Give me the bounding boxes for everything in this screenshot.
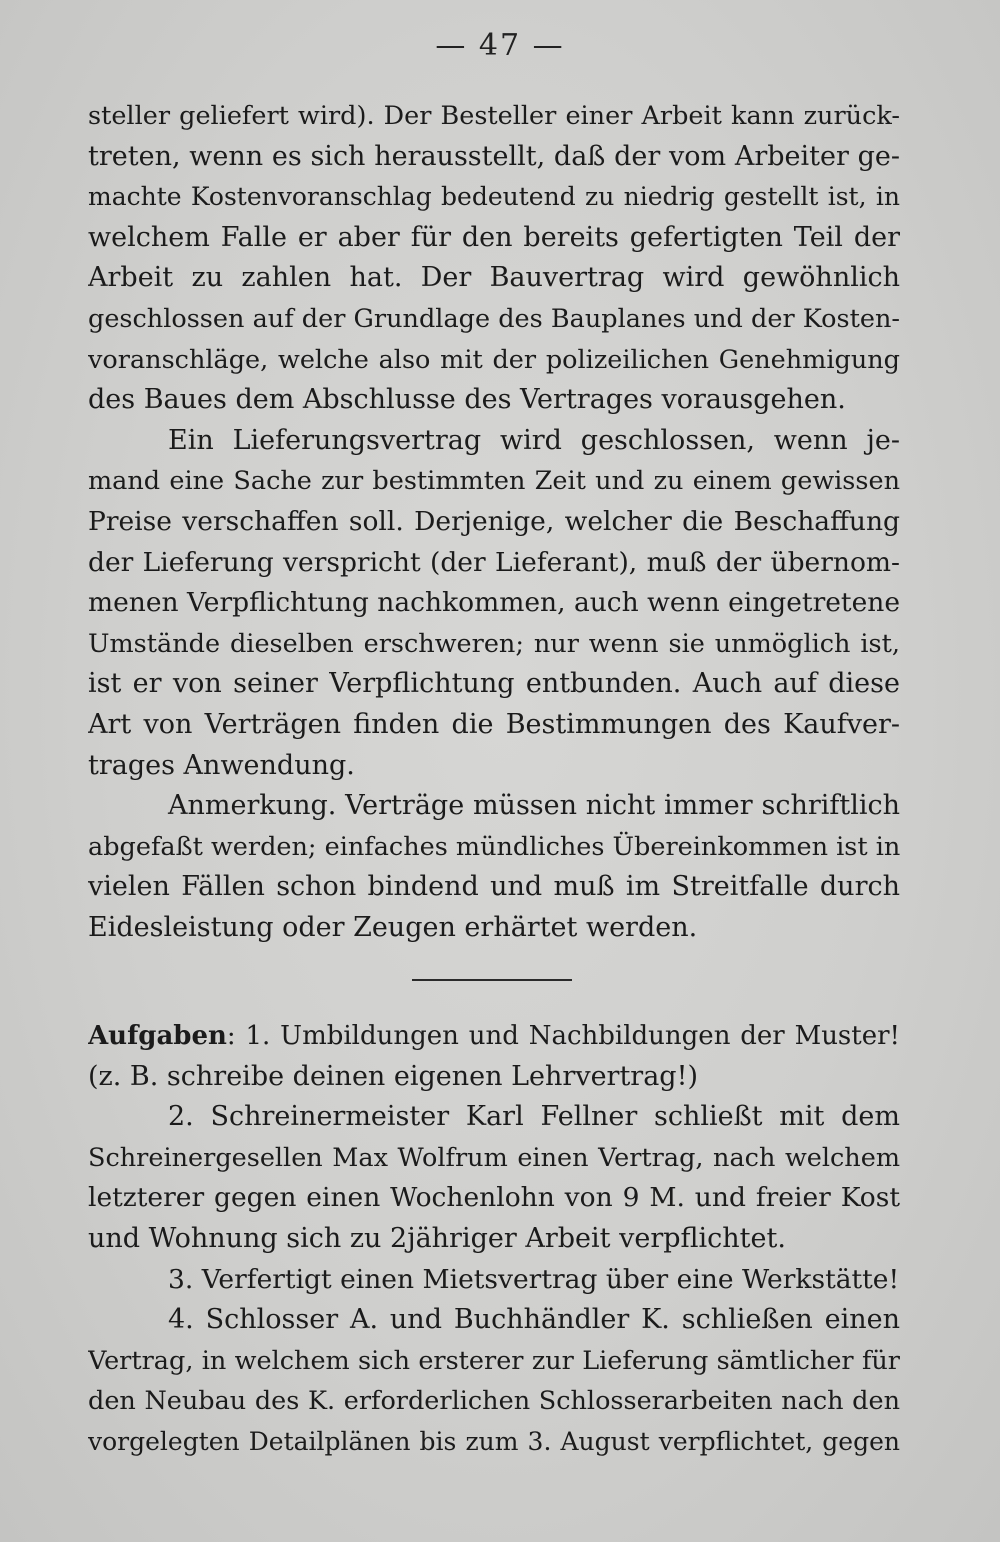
exercise-text: : 1. Umbildungen und Nachbildungen der Muster! (226, 1021, 900, 1051)
text-line: Umstände dieselben erschweren; nur wenn sie unmöglich ist, (88, 628, 900, 659)
text-line: welchem Falle er aber für den bereits gefertigten Teil der (88, 221, 900, 253)
text-line: 3. Verfertigt einen Mietsvertrag über eine Werkstätte! (168, 1263, 900, 1295)
exercises-first-line (88, 1016, 900, 1057)
exercises-heading: Aufgaben (88, 1021, 227, 1051)
section-divider (412, 979, 572, 981)
text-line: den Neubau des K. erforderlichen Schlosserarbeiten nach den (88, 1386, 900, 1417)
exercises-block (88, 1016, 900, 1463)
text-line: Art von Verträgen finden die Bestimmungen des Kaufver- (88, 708, 900, 740)
text-line: und Wohnung sich zu 2jähriger Arbeit verpflichtet. (88, 1222, 786, 1254)
text-line: vorgelegten Detailplänen bis zum 3. August verpflichtet, gegen (88, 1426, 900, 1456)
text-line: Ein Lieferungsvertrag wird geschlossen, wenn je- (168, 424, 900, 456)
text-line: (z. B. schreibe deinen eigenen Lehrvertrag!) (88, 1060, 698, 1092)
text-line: steller geliefert wird). Der Besteller einer Arbeit kann zurück- (88, 101, 900, 131)
text-line: mand eine Sache zur bestimmten Zeit und zu einem gewissen (88, 466, 900, 497)
text-line: des Baues dem Abschlusse des Vertrages vorausgehen. (88, 384, 846, 416)
text-line: Preise verschaffen soll. Derjenige, welcher die Beschaffung (88, 505, 900, 537)
text-line: ist er von seiner Verpflichtung entbunden. Auch auf diese (88, 668, 900, 700)
text-line: abgefaßt werden; einfaches mündliches Übereinkommen ist in (88, 831, 900, 862)
text-line: Schreinergesellen Max Wolfrum einen Vertrag, nach welchem (88, 1142, 900, 1173)
body-text-block (88, 96, 900, 948)
text-line: Arbeit zu zahlen hat. Der Bauvertrag wird gewöhnlich (88, 262, 900, 294)
text-line: der Lieferung verspricht (der Lieferant), muß der übernom- (88, 546, 900, 578)
text-line: geschlossen auf der Grundlage des Bauplanes und der Kosten- (88, 303, 900, 334)
text-line: letzterer gegen einen Wochenlohn von 9 M. und freier Kost (88, 1182, 900, 1214)
text-line: vielen Fällen schon bindend und muß im Streitfalle durch (88, 871, 900, 903)
text-line: Eidesleistung oder Zeugen erhärtet werden. (88, 911, 698, 943)
text-line: trages Anwendung. (88, 749, 355, 781)
text-line: machte Kostenvoranschlag bedeutend zu niedrig gestellt ist, in (88, 182, 900, 212)
text-line: menen Verpflichtung nachkommen, auch wenn eingetretene (88, 587, 900, 619)
text-line: voranschläge, welche also mit der polizeilichen Genehmigung (88, 344, 900, 375)
text-line: Vertrag, in welchem sich ersterer zur Lieferung sämtlicher für (88, 1345, 900, 1376)
text-line: 2. Schreinermeister Karl Fellner schließt mit dem (168, 1101, 900, 1133)
page-number: — 47 — (435, 28, 565, 63)
text-line: treten, wenn es sich herausstellt, daß der vom Arbeiter ge- (88, 140, 900, 172)
text-line: 4. Schlosser A. und Buchhändler K. schließen einen (168, 1304, 900, 1336)
text-line: Anmerkung. Verträge müssen nicht immer schriftlich (168, 790, 900, 822)
